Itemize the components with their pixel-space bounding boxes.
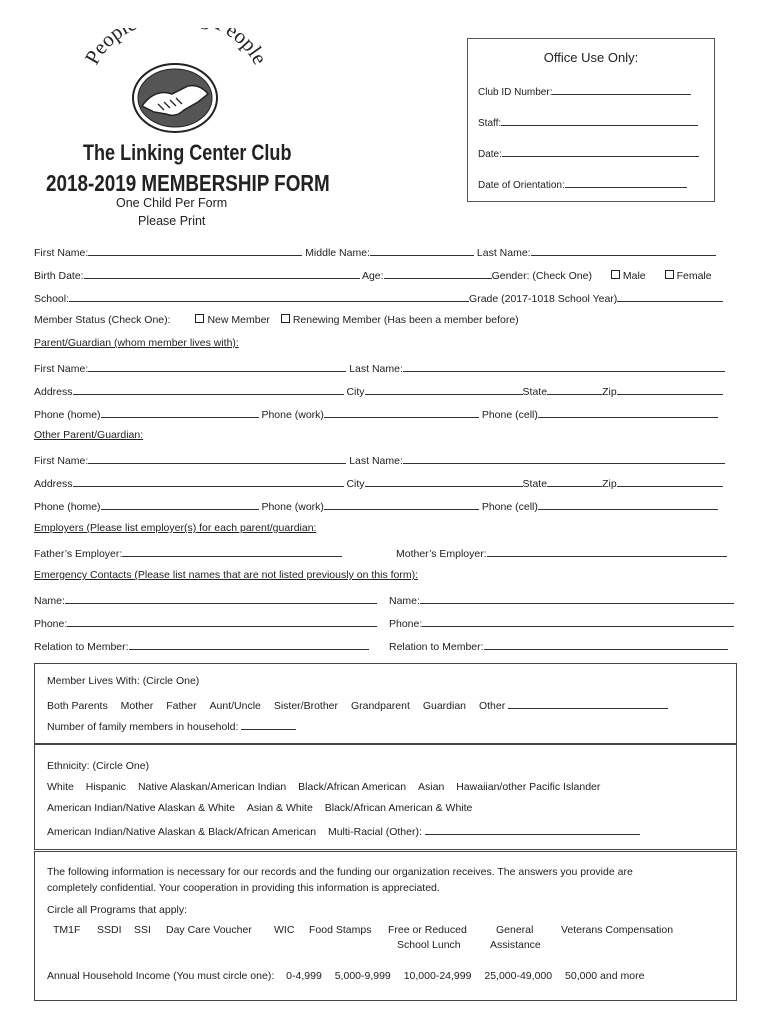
- female-label: Female: [676, 270, 712, 282]
- other-guardian-address-label: Address: [34, 478, 73, 490]
- ethnicity-asian-white[interactable]: Asian & White: [246, 802, 313, 814]
- emergency-name-1-row: [34, 592, 377, 607]
- ethnicity-amer-indian-white[interactable]: American Indian/Native Alaskan & White: [47, 802, 235, 814]
- ethnicity-black-white[interactable]: Black/African American & White: [324, 802, 473, 814]
- emergency-relation-2-field[interactable]: [484, 638, 728, 650]
- info-line-1: The following information is necessary for our records and the funding our organization receives. The answers you provide are: [47, 866, 633, 878]
- option-aunt-uncle[interactable]: Aunt/Uncle: [209, 700, 261, 712]
- other-guardian-zip-field[interactable]: [617, 475, 723, 487]
- guardian-phone-home-label: Phone (home): [34, 409, 101, 421]
- income-0-4999[interactable]: 0-4,999: [286, 970, 322, 982]
- income-50000-more[interactable]: 50,000 and more: [565, 970, 645, 982]
- mother-employer-label: Mother’s Employer:: [396, 548, 487, 560]
- other-guardian-phone-home-field[interactable]: [101, 498, 259, 510]
- emergency-relation-1-label: Relation to Member:: [34, 641, 129, 653]
- club-name: The Linking Center Club: [83, 140, 292, 165]
- guardian-first-name-field[interactable]: [88, 360, 346, 372]
- option-father[interactable]: Father: [166, 700, 197, 712]
- logo-arc-text: Peop eople: [80, 28, 270, 69]
- guardian-phone-cell-field[interactable]: [538, 406, 718, 418]
- office-use-box: [467, 38, 715, 202]
- guardian-state-field[interactable]: [547, 383, 602, 395]
- income-25000-49000[interactable]: 25,000-49,000: [484, 970, 553, 982]
- multi-racial-field[interactable]: [425, 823, 640, 835]
- other-guardian-first-name-label: First Name:: [34, 455, 89, 467]
- program-free-reduced-1[interactable]: Free or Reduced: [388, 924, 467, 936]
- guardian-name-row: [34, 360, 725, 375]
- ethnicity-hispanic[interactable]: Hispanic: [85, 781, 127, 793]
- income-10000-24999[interactable]: 10,000-24,999: [403, 970, 472, 982]
- mother-employer-row: [396, 545, 727, 560]
- other-guardian-phone-cell-field[interactable]: [538, 498, 718, 510]
- ethnicity-amer-indian-black[interactable]: American Indian/Native Alaskan & Black/African American: [47, 826, 317, 838]
- date-field[interactable]: [502, 145, 699, 157]
- option-sister-brother[interactable]: Sister/Brother: [273, 700, 339, 712]
- age-field[interactable]: [384, 267, 492, 279]
- guardian-first-name-label: First Name:: [34, 363, 89, 375]
- renewing-member-label: Renewing Member (Has been a member before): [292, 314, 519, 326]
- date-label: Date:: [478, 149, 502, 160]
- club-id-field[interactable]: [552, 83, 691, 95]
- member-name-row: [34, 244, 716, 259]
- status-label: Member Status (Check One):: [34, 314, 171, 326]
- program-ssdi[interactable]: SSDI: [97, 924, 122, 936]
- other-guardian-city-label: City: [346, 478, 365, 490]
- school-row: [34, 290, 723, 305]
- other-guardian-last-name-label: Last Name:: [349, 455, 403, 467]
- guardian-phone-work-label: Phone (work): [261, 409, 324, 421]
- emergency-name-1-field[interactable]: [65, 592, 377, 604]
- first-name-field[interactable]: [88, 244, 302, 256]
- ethnicity-row-2: [47, 802, 472, 814]
- program-tm1f[interactable]: TM1F: [53, 924, 81, 936]
- ethnicity-multi-racial[interactable]: Multi-Racial (Other):: [327, 826, 422, 838]
- ethnicity-title: Ethnicity: (Circle One): [47, 760, 150, 772]
- date-row: [478, 145, 699, 160]
- emergency-relation-2-label: Relation to Member:: [389, 641, 484, 653]
- guardian-phone-work-field[interactable]: [324, 406, 479, 418]
- other-guardian-zip-label: Zip: [602, 478, 617, 490]
- program-day-care[interactable]: Day Care Voucher: [166, 924, 252, 936]
- form-title: 2018-2019 MEMBERSHIP FORM: [46, 170, 330, 196]
- other-guardian-city-field[interactable]: [365, 475, 523, 487]
- guardian-state-label: State: [522, 386, 548, 398]
- male-checkbox[interactable]: [611, 270, 620, 279]
- orientation-label: Date of Orientation:: [478, 180, 565, 191]
- age-label: Age:: [361, 270, 384, 282]
- option-both-parents[interactable]: Both Parents: [47, 700, 108, 712]
- female-checkbox[interactable]: [665, 270, 674, 279]
- guardian-phone-row: [34, 406, 718, 421]
- household-row: [47, 718, 296, 733]
- father-employer-row: [34, 545, 342, 560]
- emergency-phone-2-field[interactable]: [422, 615, 734, 627]
- mother-employer-field[interactable]: [487, 545, 727, 557]
- middle-name-field[interactable]: [370, 244, 474, 256]
- guardian-city-field[interactable]: [365, 383, 523, 395]
- lives-with-box: [34, 663, 737, 744]
- program-wic[interactable]: WIC: [274, 924, 295, 936]
- emergency-phone-1-field[interactable]: [67, 615, 377, 627]
- father-employer-label: Father’s Employer:: [34, 548, 123, 560]
- emergency-relation-1-row: [34, 638, 369, 653]
- status-row: [34, 314, 519, 326]
- new-member-label: New Member: [207, 314, 270, 326]
- guardian-last-name-label: Last Name:: [349, 363, 403, 375]
- new-member-checkbox[interactable]: [195, 314, 204, 323]
- ethnicity-black[interactable]: Black/African American: [298, 781, 407, 793]
- ethnicity-asian[interactable]: Asian: [418, 781, 445, 793]
- option-guardian[interactable]: Guardian: [422, 700, 467, 712]
- other-field[interactable]: [508, 697, 668, 709]
- guardian-address-label: Address: [34, 386, 73, 398]
- other-guardian-phone-row: [34, 498, 718, 513]
- ethnicity-native-alaskan[interactable]: Native Alaskan/American Indian: [137, 781, 287, 793]
- male-label: Male: [622, 270, 646, 282]
- lives-with-title: Member Lives With: (Circle One): [47, 675, 200, 687]
- staff-field[interactable]: [501, 114, 698, 126]
- ethnicity-white[interactable]: White: [47, 781, 74, 793]
- other-guardian-heading: Other Parent/Guardian:: [34, 429, 144, 441]
- birth-row: [34, 267, 712, 282]
- ethnicity-row-1: [47, 781, 600, 793]
- guardian-address-field[interactable]: [73, 383, 344, 395]
- gender-label: Gender: (Check One): [491, 270, 592, 282]
- programs-box: [34, 851, 737, 1001]
- school-label: School:: [34, 293, 70, 305]
- club-id-row: [478, 83, 691, 98]
- ethnicity-hawaiian[interactable]: Hawaiian/other Pacific Islander: [456, 781, 601, 793]
- staff-row: [478, 114, 698, 129]
- emergency-name-2-row: [389, 592, 734, 607]
- emergency-phone-2-row: [389, 615, 734, 630]
- guardian-zip-label: Zip: [602, 386, 617, 398]
- guardian-last-name-field[interactable]: [403, 360, 725, 372]
- program-veterans[interactable]: Veterans Compensation: [561, 924, 674, 936]
- emergency-name-1-label: Name:: [34, 595, 65, 607]
- household-field[interactable]: [241, 718, 296, 730]
- other-guardian-phone-work-field[interactable]: [324, 498, 479, 510]
- form-subtitle-2: Please Print: [138, 214, 206, 228]
- other-guardian-address-row: [34, 475, 723, 490]
- guardian-phone-home-field[interactable]: [101, 406, 259, 418]
- lives-with-options: [47, 697, 668, 712]
- option-grandparent[interactable]: Grandparent: [350, 700, 410, 712]
- ethnicity-box: [34, 744, 737, 850]
- emergency-relation-2-row: [389, 638, 728, 653]
- program-free-reduced-2[interactable]: School Lunch: [397, 939, 461, 951]
- ethnicity-row-3: [47, 823, 640, 838]
- birth-date-label: Birth Date:: [34, 270, 84, 282]
- other-guardian-state-field[interactable]: [547, 475, 602, 487]
- last-name-label: Last Name:: [476, 247, 531, 259]
- guardian-heading: Parent/Guardian (whom member lives with):: [34, 337, 239, 349]
- grade-label: Grade (2017-1018 School Year): [469, 293, 618, 305]
- other-guardian-last-name-field[interactable]: [403, 452, 725, 464]
- other-guardian-phone-cell-label: Phone (cell): [481, 501, 538, 513]
- programs-title: Circle all Programs that apply:: [47, 904, 188, 916]
- birth-date-field[interactable]: [84, 267, 360, 279]
- guardian-phone-cell-label: Phone (cell): [481, 409, 538, 421]
- guardian-city-label: City: [346, 386, 365, 398]
- income-5000-9999[interactable]: 5,000-9,999: [334, 970, 391, 982]
- emergency-relation-1-field[interactable]: [129, 638, 369, 650]
- last-name-field[interactable]: [531, 244, 716, 256]
- other-guardian-first-name-field[interactable]: [88, 452, 346, 464]
- orientation-row: [478, 176, 687, 191]
- club-logo: [80, 28, 270, 138]
- guardian-zip-field[interactable]: [617, 383, 723, 395]
- school-field[interactable]: [69, 290, 469, 302]
- orientation-field[interactable]: [565, 176, 687, 188]
- income-row: [47, 970, 644, 982]
- staff-label: Staff:: [478, 118, 502, 129]
- household-label: Number of family members in household:: [47, 721, 239, 733]
- emergency-heading: Emergency Contacts (Please list names that are not listed previously on this form):: [34, 569, 418, 581]
- income-label: Annual Household Income (You must circle one):: [47, 970, 275, 982]
- program-general-2[interactable]: Assistance: [490, 939, 541, 951]
- program-ssi[interactable]: SSI: [134, 924, 151, 936]
- middle-name-label: Middle Name:: [305, 247, 370, 259]
- program-general-1[interactable]: General: [496, 924, 534, 936]
- club-id-label: Club ID Number:: [478, 87, 553, 98]
- other-guardian-state-label: State: [522, 478, 548, 490]
- other-guardian-phone-work-label: Phone (work): [261, 501, 324, 513]
- first-name-label: First Name:: [34, 247, 89, 259]
- other-guardian-name-row: [34, 452, 725, 467]
- employers-heading: Employers (Please list employer(s) for each parent/guardian:: [34, 522, 317, 534]
- office-title: Office Use Only:: [543, 50, 639, 65]
- option-other[interactable]: Other: [478, 700, 506, 712]
- emergency-name-2-label: Name:: [389, 595, 420, 607]
- renewing-member-checkbox[interactable]: [281, 314, 290, 323]
- form-subtitle-1: One Child Per Form: [116, 196, 228, 210]
- father-employer-field[interactable]: [122, 545, 342, 557]
- other-guardian-address-field[interactable]: [73, 475, 344, 487]
- option-mother[interactable]: Mother: [120, 700, 154, 712]
- info-line-2: completely confidential. Your cooperation in providing this information is appreciated.: [47, 882, 440, 894]
- emergency-phone-2-label: Phone:: [389, 618, 423, 630]
- emergency-name-2-field[interactable]: [420, 592, 734, 604]
- program-food-stamps[interactable]: Food Stamps: [309, 924, 372, 936]
- grade-field[interactable]: [617, 290, 723, 302]
- guardian-address-row: [34, 383, 723, 398]
- other-guardian-phone-home-label: Phone (home): [34, 501, 101, 513]
- emergency-phone-1-label: Phone:: [34, 618, 68, 630]
- emergency-phone-1-row: [34, 615, 377, 630]
